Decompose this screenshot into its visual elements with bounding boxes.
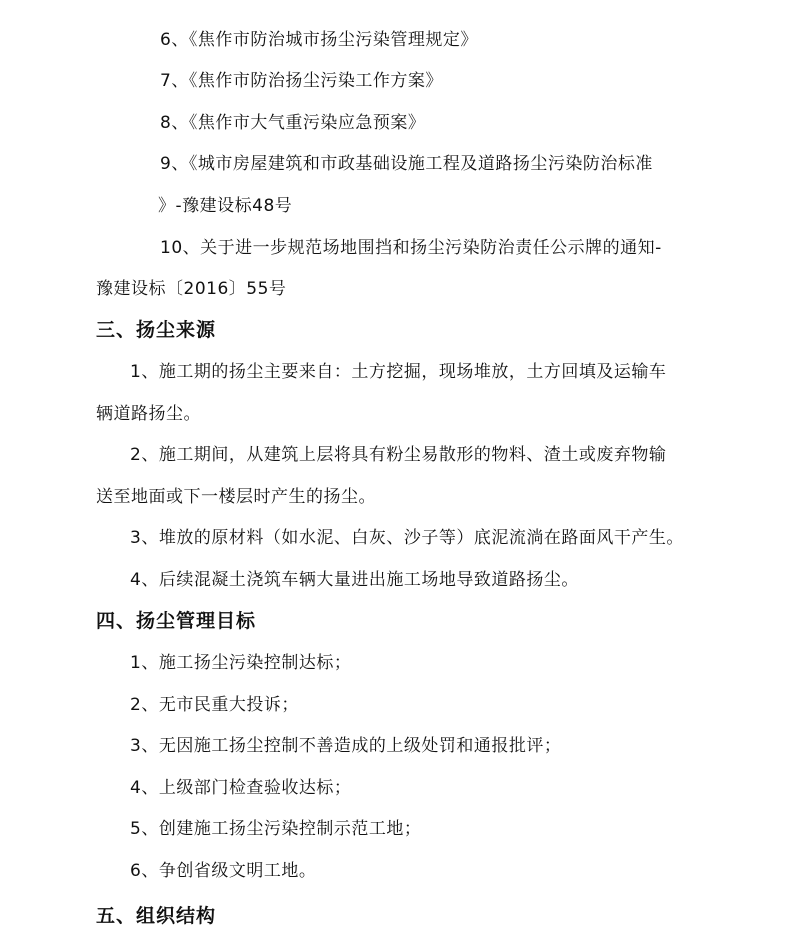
goal-item-4: 4、上级部门检查验收达标； [130, 778, 352, 798]
section-heading-dust-sources: 三、扬尘来源 [96, 319, 217, 341]
reference-item-8: 8、《焦作市大气重污染应急预案》 [160, 113, 426, 133]
source-item-2: 2、施工期间，从建筑上层将具有粉尘易散形的物料、渣土或废弃物输 [130, 445, 667, 465]
source-item-3: 3、堆放的原材料（如水泥、白灰、沙子等）底泥流淌在路面风干产生。 [130, 528, 684, 548]
source-item-1-continuation: 辆道路扬尘。 [96, 404, 201, 424]
reference-item-9-continuation: 》-豫建设标48号 [158, 196, 293, 216]
reference-item-10: 10、关于进一步规范场地围挡和扬尘污染防治责任公示牌的通知- [160, 238, 662, 258]
reference-item-7: 7、《焦作市防治扬尘污染工作方案》 [160, 71, 443, 91]
reference-item-9: 9、《城市房屋建筑和市政基础设施工程及道路扬尘污染防治标准 [160, 154, 653, 174]
goal-item-5: 5、创建施工扬尘污染控制示范工地； [130, 819, 422, 839]
source-item-1: 1、施工期的扬尘主要来自：土方挖掘，现场堆放，土方回填及运输车 [130, 362, 667, 382]
source-item-2-continuation: 送至地面或下一楼层时产生的扬尘。 [96, 487, 376, 507]
goal-item-2: 2、无市民重大投诉； [130, 695, 299, 715]
section-heading-organization-structure: 五、组织结构 [96, 905, 217, 927]
source-item-4: 4、后续混凝土浇筑车辆大量进出施工场地导致道路扬尘。 [130, 570, 579, 590]
goal-item-1: 1、施工扬尘污染控制达标； [130, 653, 352, 673]
goal-item-3: 3、无因施工扬尘控制不善造成的上级处罚和通报批评； [130, 736, 562, 756]
goal-item-6: 6、争创省级文明工地。 [130, 861, 317, 881]
reference-item-10-continuation: 豫建设标〔2016〕55号 [96, 279, 287, 299]
reference-item-6: 6、《焦作市防治城市扬尘污染管理规定》 [160, 30, 478, 50]
section-heading-management-goals: 四、扬尘管理目标 [96, 610, 257, 632]
